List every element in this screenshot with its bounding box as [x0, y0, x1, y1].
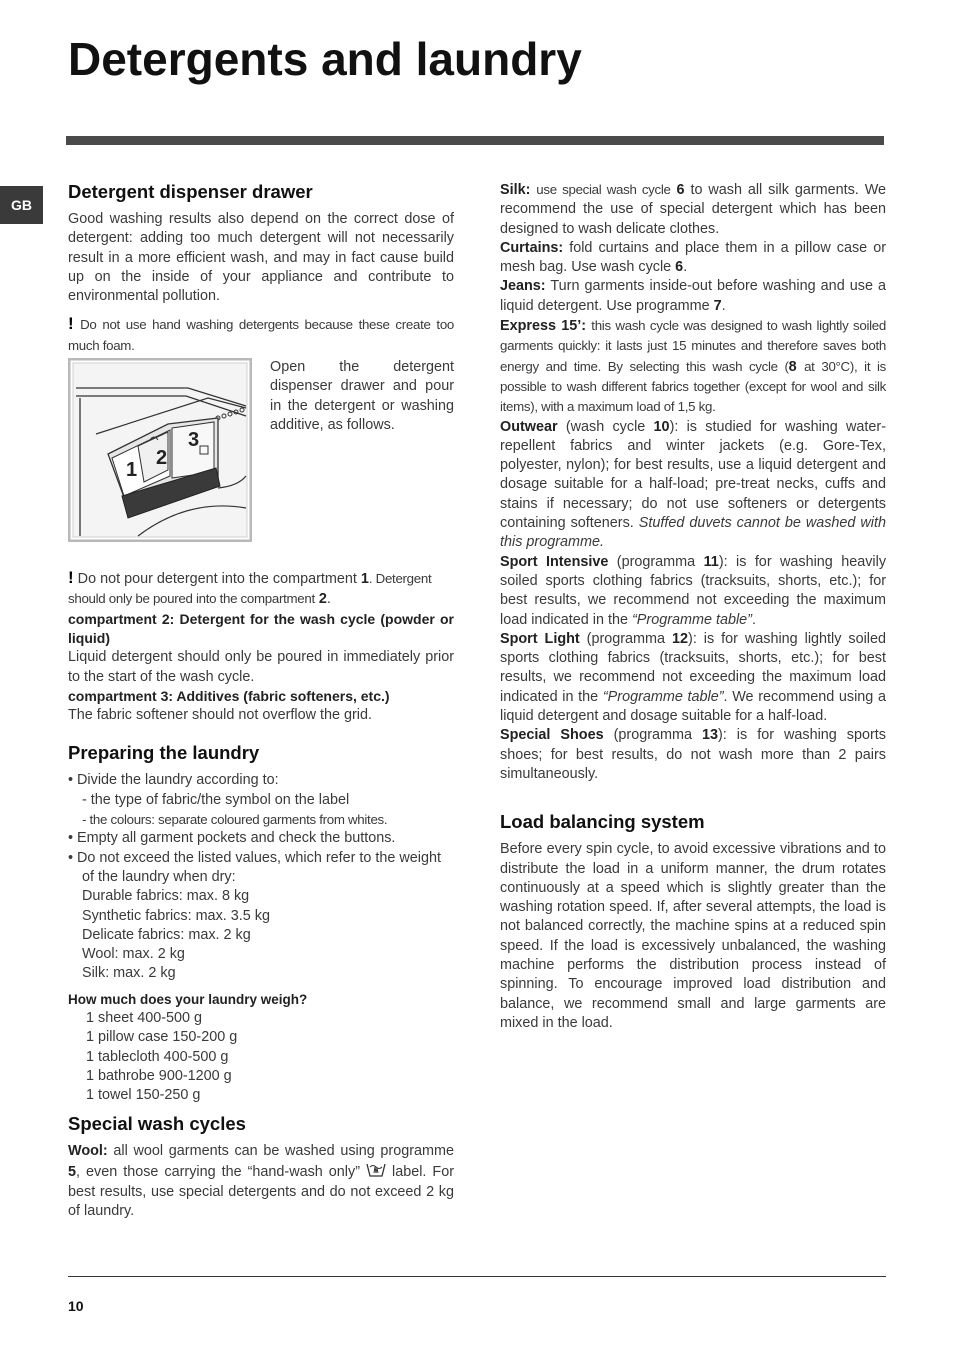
curtains-text-a: fold curtains and place them in a pillow case or mesh bag. Use wash cycle	[500, 239, 886, 276]
programme-number: 6	[675, 259, 684, 276]
sport-intensive-paragraph	[500, 553, 886, 630]
warning-foam-text: Do not use hand washing detergents because these create too much foam.	[68, 317, 455, 353]
compartment-2-label: 2	[156, 447, 168, 470]
special-shoes-paragraph	[500, 726, 886, 784]
dispenser-figure-row	[68, 358, 454, 542]
compartment-number: 1	[360, 571, 369, 588]
sport-light-text-b: ): is for washing lightly soiled sports clothing fabrics (tracksuits, shorts, etc.); for best results, we recommend not exceeding the maximum load indicated in the	[500, 630, 887, 705]
sport-intensive-text-c: .	[751, 611, 756, 628]
preparing-sub-item: - the colours: separate coloured garments from whites.	[82, 812, 388, 828]
outwear-label: Outwear	[500, 418, 558, 435]
preparing-bullet: • Empty all garment pockets and check the buttons.	[68, 830, 396, 847]
programme-table-ref: “Programme table”	[632, 611, 752, 628]
dispenser-drawer-illustration	[68, 358, 252, 542]
sport-intensive-text-b: ): is for washing heavily soiled sports clothing fabrics (tracksuits, shorts, etc.); for best results, we recommend not exceeding the maximum load indicated in the	[500, 553, 887, 628]
sport-light-text-c: . We recommend using a liquid detergent and dosage suitable for a half-load.	[500, 688, 887, 725]
footer-divider	[68, 1276, 886, 1277]
curtains-label: Curtains:	[500, 239, 564, 256]
wool-text-b: , even those carrying the “hand-wash only”	[76, 1163, 360, 1180]
programme-number: 6	[676, 182, 685, 198]
programme-number: 7	[713, 297, 722, 314]
jeans-text-a: Turn garments inside-out before washing and use a liquid detergent. Use programme	[500, 278, 886, 314]
wool-text-c: label. For best results, use special detergents and do not exceed 2 kg of laundry.	[68, 1163, 454, 1220]
right-column	[500, 180, 886, 1033]
weight-item: 1 towel 150-250 g	[86, 1087, 201, 1104]
programme-number: 13	[702, 727, 719, 744]
wool-paragraph	[68, 1142, 454, 1222]
preparing-bullet: • Divide the laundry according to:	[68, 772, 279, 789]
express-text-b: at 30°C), it is possible to wash different fabrics together (except for wool and silk items), with a maximum load of 1,5 kg.	[500, 358, 886, 415]
programme-number: 11	[703, 553, 719, 570]
outwear-text-a: (wash cycle	[565, 418, 646, 435]
preparing-heading: Preparing the laundry	[68, 742, 260, 764]
programme-number: 12	[672, 630, 689, 647]
page-title: Detergents and laundry	[68, 33, 582, 85]
dispenser-intro: Good washing results also depend on the correct dose of detergent: adding too much detergent will not necessarily result in a more efficient wash, and may in fact cause build up on the inside of your appliance and contribute to environmental pollution.	[68, 211, 454, 305]
weight-item: 1 sheet 400-500 g	[86, 1010, 203, 1027]
programme-number: 8	[788, 358, 797, 375]
preparing-sub-item: - the type of fabric/the symbol on the label	[82, 791, 350, 808]
warning-icon: !	[68, 314, 74, 334]
express-paragraph	[500, 316, 886, 417]
special-shoes-label: Special Shoes	[500, 727, 604, 744]
silk-text-a: use special wash cycle	[536, 182, 671, 197]
compartment-2-heading: compartment 2: Detergent for the wash cycle (powder or liquid)	[68, 610, 454, 646]
curtains-paragraph	[500, 239, 886, 278]
limit-item: Durable fabrics: max. 8 kg	[82, 888, 250, 905]
sport-intensive-label: Sport Intensive	[500, 553, 609, 570]
warning-compartment-text-a: Do not pour detergent into the compartment	[77, 571, 357, 588]
limit-item: Synthetic fabrics: max. 3.5 kg	[82, 907, 270, 924]
curtains-text-b: .	[683, 259, 688, 276]
wool-text-a: all wool garments can be washed using programme	[113, 1142, 455, 1159]
language-tab: GB	[0, 186, 43, 224]
limit-item: Wool: max. 2 kg	[82, 946, 185, 963]
special-heading: Special wash cycles	[68, 1112, 246, 1134]
jeans-text-b: .	[721, 297, 726, 314]
sport-intensive-text-a: (programma	[616, 553, 696, 570]
silk-label: Silk:	[500, 182, 531, 198]
special-shoes-text-b: ): is for washing sports shoes; for best results, do not wash more than 2 pairs simultaneously.	[500, 727, 886, 782]
weight-item: 1 tablecloth 400-500 g	[86, 1048, 229, 1065]
jeans-label: Jeans:	[500, 278, 546, 295]
weight-item: 1 pillow case 150-200 g	[86, 1029, 238, 1046]
jeans-paragraph	[500, 277, 886, 316]
limit-item: Silk: max. 2 kg	[82, 965, 176, 982]
sport-light-text-a: (programma	[586, 630, 666, 647]
warning-compartment-text-b: . Detergent should only be poured into the compartment	[68, 571, 432, 607]
express-text-a: this wash cycle was designed to wash lightly soiled garments quickly: it lasts just 15 minutes and therefore saves both energy and time. By selecting this wash cycle (	[500, 318, 886, 374]
dispenser-figure-caption: Open the detergent dispenser drawer and pour in the detergent or washing additive, as follows.	[270, 359, 454, 433]
outwear-paragraph	[500, 418, 886, 553]
balancing-heading: Load balancing system	[500, 811, 705, 833]
warning-icon: !	[68, 568, 74, 588]
weight-item: 1 bathrobe 900-1200 g	[86, 1067, 232, 1084]
hand-wash-icon	[366, 1161, 386, 1183]
limit-item: Delicate fabrics: max. 2 kg	[82, 926, 251, 943]
silk-text-b: to wash all silk garments. We recommend the use of special detergent which has been designed to wash delicate clothes.	[500, 182, 887, 237]
balancing-text: Before every spin cycle, to avoid excessive vibrations and to distribute the load in a uniform manner, the drum rotates continuously at a speed which is slightly greater than the washing rotation speed. If, after several attempts, the load is not balanced correctly, the machine spins at a reduced spin speed. If the load is excessively unbalanced, the washing machine performs the distribution process instead of spinning. To encourage improved load distribution and balance, we recommend small and large garments are mixed in the load.	[500, 841, 886, 1031]
preparing-bullet: • Do not exceed the listed values, which refer to the weight of the laundry when dry:	[68, 849, 442, 885]
programme-table-ref: “Programme table”	[602, 688, 724, 705]
dispenser-heading: Detergent dispenser drawer	[68, 181, 313, 202]
express-label: Express 15’:	[500, 318, 587, 335]
weigh-heading: How much does your laundry weigh?	[68, 991, 308, 1007]
page-number: 10	[68, 1298, 84, 1314]
compartment-number: 2	[318, 591, 327, 608]
silk-paragraph	[500, 180, 886, 239]
wool-label: Wool:	[68, 1142, 108, 1159]
warning-compartment	[68, 568, 454, 610]
left-column	[68, 180, 454, 1222]
outwear-note: Stuffed duvets cannot be washed with this programme.	[500, 515, 886, 551]
title-divider	[66, 136, 884, 145]
programme-number: 5	[68, 1163, 77, 1180]
sport-light-paragraph	[500, 630, 886, 726]
special-shoes-text-a: (programma	[613, 727, 692, 744]
sport-light-label: Sport Light	[500, 630, 580, 647]
compartment-1-label: 1	[126, 459, 138, 482]
warning-foam	[68, 314, 454, 356]
warning-compartment-text-c: .	[326, 591, 331, 608]
compartment-3-label: 3	[188, 429, 200, 452]
compartment-3-text: The fabric softener should not overflow the grid.	[68, 707, 372, 724]
outwear-text-b: ): is studied for washing water-repellent fabrics and winter jackets (e.g. Gore-Tex, polyester, nylon); for best results, use a liquid detergent and dosage suitable for a half-load; pre-treat necks, cuffs and stains if necessary; do not use softeners or detergents containing softeners.	[500, 418, 887, 532]
compartment-2-text: Liquid detergent should only be poured in immediately prior to the start of the wash cycle.	[68, 649, 454, 685]
programme-number: 10	[653, 418, 670, 435]
compartment-3-heading: compartment 3: Additives (fabric softeners, etc.)	[68, 687, 390, 704]
